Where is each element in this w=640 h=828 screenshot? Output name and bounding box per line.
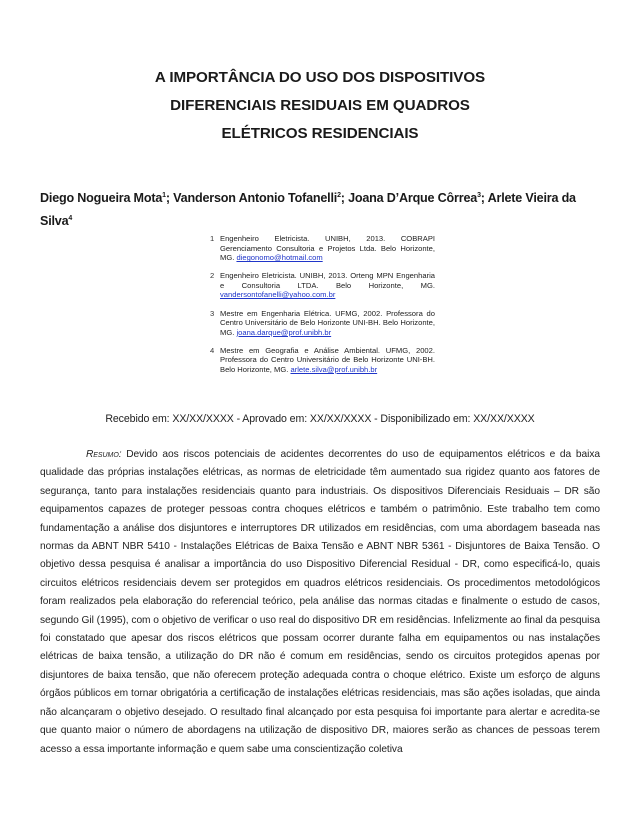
author-list bbox=[40, 187, 610, 233]
author-footnote-mark: 3 bbox=[477, 192, 481, 199]
author-name: Vanderson Antonio Tofanelli bbox=[173, 191, 338, 205]
author-footnote-mark: 4 bbox=[68, 215, 73, 222]
affiliation-text: Mestre em Engenharia Elétrica. UFMG, 2002. Professora do Centro Universitário de Belo Horizonte UNI-BH. Belo Horizonte, MG. bbox=[220, 308, 435, 337]
affiliation-text: Engenheiro Eletricista. UNIBH, 2013. COBRAPI Gerenciamento Consultoria e Projetos Ltda. Belo Horizonte, MG. bbox=[220, 234, 435, 263]
affiliation-text: Mestre em Geografia e Análise Ambiental. UFMG, 2002. Professora do Centro Universitário de Belo Horizonte UNI-BH. Belo Horizonte, MG. bbox=[220, 345, 435, 375]
affiliation-number: 3 bbox=[210, 308, 215, 318]
author-footnote-mark: 2 bbox=[337, 192, 341, 199]
affiliation-notes bbox=[210, 234, 435, 383]
author-name: Diego Nogueira Mota bbox=[40, 191, 163, 205]
author-name: Joana D’Arque Côrrea bbox=[348, 191, 478, 205]
affiliation-note bbox=[210, 234, 435, 263]
affiliation-note bbox=[210, 271, 435, 300]
affiliation-note bbox=[210, 345, 435, 375]
author-separator: ; bbox=[165, 191, 174, 205]
email-link[interactable]: diegonomo@hotmail.com bbox=[236, 253, 323, 263]
affiliation-text: Engenheiro Eletricista. UNIBH, 2013. Orteng MPN Engenharia e Consultoria LTDA. Belo Horizonte, MG. bbox=[220, 271, 435, 290]
affiliation-number: 2 bbox=[210, 271, 215, 281]
email-link[interactable]: joana.darque@prof.unibh.br bbox=[236, 327, 332, 337]
paper-title bbox=[0, 64, 640, 148]
affiliation-number: 4 bbox=[210, 345, 215, 355]
author-name: Arlete Vieira da Silva bbox=[40, 191, 576, 228]
author-footnote-mark: 1 bbox=[162, 192, 166, 199]
title-line-3: ELÉTRICOS RESIDENCIAIS bbox=[221, 125, 419, 142]
affiliation-number: 1 bbox=[210, 234, 215, 243]
affiliation-note bbox=[210, 308, 435, 338]
submission-dates: Recebido em: XX/XX/XXXX - Aprovado em: XX/XX/XXXX - Disponibilizado em: XX/XX/XXXX bbox=[105, 413, 535, 425]
title-line-2: DIFERENCIAIS RESIDUAIS EM QUADROS bbox=[170, 97, 470, 114]
abstract-text: Devido aos riscos potenciais de acidentes decorrentes do uso de equipamentos elétricos e da baixa qualidade das próprias instalações elétricas, as normas de eletricidade têm aumentado sua rigidez quanto aos fatores de segurança, tanto para instalações residenciais quanto para industriais. Os dispositivos Diferenciais Residuais – DR são equipamentos capazes de proteger pessoas contra choques elétricos e também o patrimônio. Este trabalho tem como fundamentação a análise dos disjuntores e interruptores DR utilizados em residências, com uma abordagem baseada nas normas da ABNT NBR 5410 - Instalações Elétricas de Baixa Tensão e ABNT NBR 5361 - Disjuntores de Baixa Tensão. O objetivo dessa pesquisa é analisar a importância do uso Dispositivo Diferencial Residual - DR, como especificá-lo, quais circuitos elétricos residenciais devem ser protegidos em quadros elétricos residenciais. Os procedimentos metodológicos foram realizados pela elaboração do referencial teórico, pela análise das normas citadas e finalmente o estudo de casos, segundo Gil (1995), com o objetivo de verificar o uso real do dispositivo DR em residências. Infelizmente ao final da pesquisa foi constatado que apesar dos riscos elétricos que possam ocorrer durante falha em equipamentos ou nas instalações elétricas de baixa tensão, a utilização do DR não é comum em residências, sendo os circuitos protegidos apenas por disjuntores de baixa tensão, que não oferecem proteção adequada contra o choque elétrico. Existe um esforço de alguns órgãos públicos em tornar obrigatória a certificação de instalações elétricas residenciais, mas são ações isoladas, que ainda não alcançaram o objetivo desejado. O resultado final alcançado por esta pesquisa foi importante para alertar e acredita-se que quanto maior o número de abordagens na utilização de dispositivo DR, maiores serão as chances de pessoas terem acesso a essa importante informação e quem sabe uma conscientização coletiva bbox=[40, 449, 600, 755]
author-separator: ; bbox=[340, 191, 349, 205]
email-link[interactable]: arlete.silva@prof.unibh.br bbox=[290, 365, 378, 375]
email-link[interactable]: vandersontofanelli@yahoo.com.br bbox=[220, 290, 336, 300]
abstract bbox=[40, 446, 600, 759]
title-line-1: A IMPORTÂNCIA DO USO DOS DISPOSITIVOS bbox=[154, 69, 486, 86]
author-separator: ; bbox=[480, 191, 488, 205]
abstract-label: Resumo: bbox=[86, 449, 122, 460]
